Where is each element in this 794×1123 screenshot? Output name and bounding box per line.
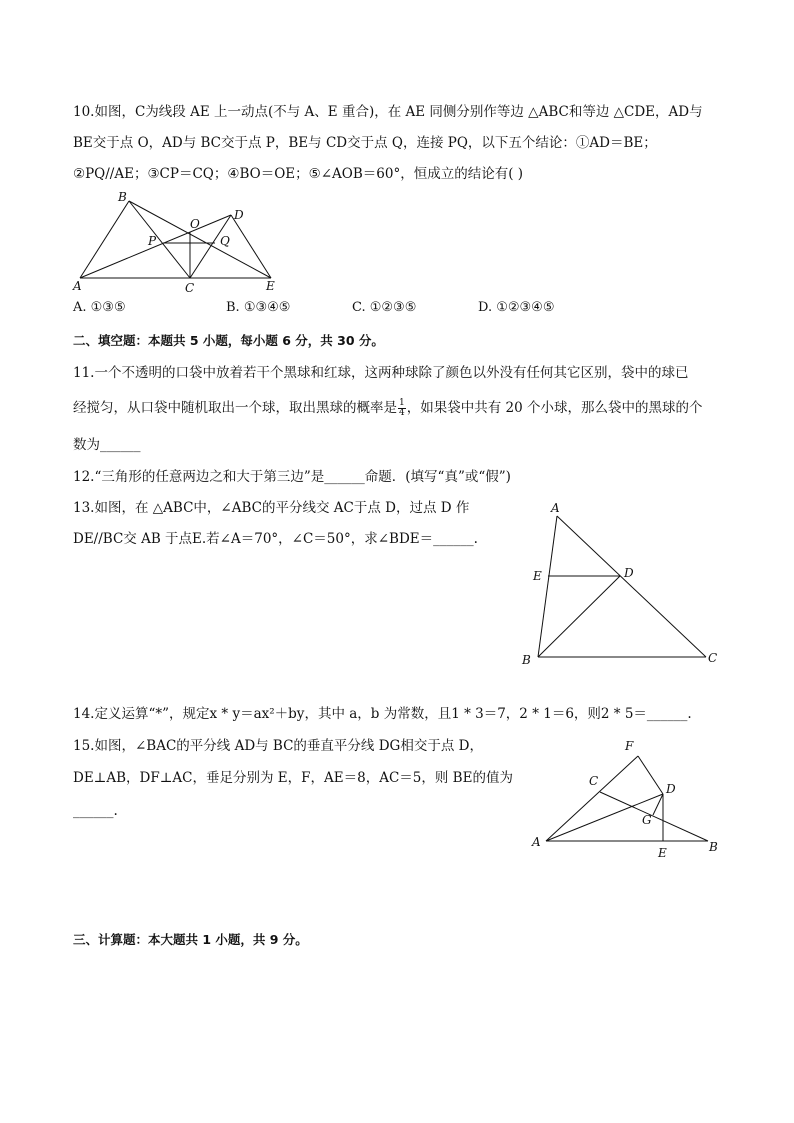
q11-frac-num: 1 xyxy=(399,398,405,408)
q11-line3: 数为______ xyxy=(73,437,141,453)
q13-figure xyxy=(510,498,725,670)
q14-text: 14.定义运算“*”，规定x * y＝ax²＋by，其中 a，b 为常数，且1 * 3＝7，2 * 1＝6，则2 * 5＝______. xyxy=(73,706,692,722)
q15-label-D: D xyxy=(666,782,676,796)
q10-choice-b: B. ①③④⑤ xyxy=(226,300,291,315)
q15-label-B: B xyxy=(709,840,718,854)
q10-choice-c: C. ①②③⑤ xyxy=(352,300,417,315)
q13-seg-AC xyxy=(557,516,706,657)
q15-figure xyxy=(528,736,728,866)
q13-line2: DE//BC交 AB 于点E.若∠A＝70°，∠C＝50°，求∠BDE＝______. xyxy=(73,531,478,547)
q13-line1: 13.如图，在 △ABC中，∠ABC的平分线交 AC于点 D，过点 D 作 xyxy=(73,500,470,516)
q10-seg-BC xyxy=(129,201,190,278)
q10-line3: ②PQ//AE；③CP＝CQ；④BO＝OE；⑤∠AOB＝60°，恒成立的结论有( ) xyxy=(73,166,524,182)
q13-label-D: D xyxy=(624,566,634,580)
q11-line2-post: ，如果袋中共有 20 个小球，那么袋中的黑球的个 xyxy=(406,400,703,416)
q10-label-E: E xyxy=(266,279,275,293)
q10-choice-a: A. ①③⑤ xyxy=(73,300,126,315)
q13-seg-BD xyxy=(538,576,620,657)
section-2-heading: 二、填空题：本题共 5 小题，每小题 6 分，共 30 分。 xyxy=(73,333,384,348)
q10-label-A: A xyxy=(73,279,82,293)
q15-seg-AF xyxy=(546,756,638,841)
q10-label-B: B xyxy=(118,190,127,204)
q15-seg-FD xyxy=(638,756,663,794)
q11-line2-pre: 经搅匀，从口袋中随机取出一个球，取出黑球的概率是 xyxy=(73,400,397,416)
q12-text: 12.“三角形的任意两边之和大于第三边”是______命题．(填写“真”或“假”) xyxy=(73,469,511,485)
q13-label-B: B xyxy=(522,653,531,667)
q10-label-D: D xyxy=(234,208,244,222)
q15-line3: ______. xyxy=(73,803,118,819)
q15-label-E: E xyxy=(658,846,667,860)
q11-line2 xyxy=(73,398,703,418)
q15-label-F: F xyxy=(625,739,634,753)
q10-choice-d: D. ①②③④⑤ xyxy=(478,300,555,315)
q15-label-C: C xyxy=(589,774,599,788)
q10-figure xyxy=(70,188,285,298)
q10-seg-AB xyxy=(80,201,129,278)
q11-fraction xyxy=(398,399,406,418)
q13-label-E: E xyxy=(533,569,542,583)
q15-label-A: A xyxy=(532,835,541,849)
q15-seg-CB xyxy=(600,792,708,841)
q15-label-G: G xyxy=(642,813,652,827)
q13-label-C: C xyxy=(708,651,718,665)
q15-line1: 15.如图，∠BAC的平分线 AD与 BC的垂直平分线 DG相交于点 D， xyxy=(73,738,483,754)
q10-seg-DE xyxy=(231,215,271,278)
q10-line1: 10.如图，C为线段 AE 上一动点(不与 A、E 重合)，在 AE 同侧分别作等边 △ABC和等边 △CDE，AD与 xyxy=(73,104,703,120)
q10-label-C: C xyxy=(185,281,195,295)
q10-line2: BE交于点 O，AD与 BC交于点 P，BE与 CD交于点 Q，连接 PQ，以下五个结论：①AD＝BE； xyxy=(73,135,657,151)
q11-line1: 11.一个不透明的口袋中放着若干个黑球和红球，这两种球除了颜色以外没有任何其它区别，袋中的球已 xyxy=(73,365,689,381)
section-3-heading: 三、计算题：本大题共 1 小题，共 9 分。 xyxy=(73,932,308,947)
q13-label-A: A xyxy=(551,501,560,515)
q10-label-Q: Q xyxy=(220,234,230,248)
q15-line2: DE⊥AB，DF⊥AC，垂足分别为 E，F，AE＝8，AC＝5，则 BE的值为 xyxy=(73,770,513,786)
q10-label-P: P xyxy=(148,234,157,248)
q10-label-O: O xyxy=(190,217,200,231)
q11-frac-den: 4 xyxy=(399,408,405,418)
q13-seg-AB xyxy=(538,516,557,657)
